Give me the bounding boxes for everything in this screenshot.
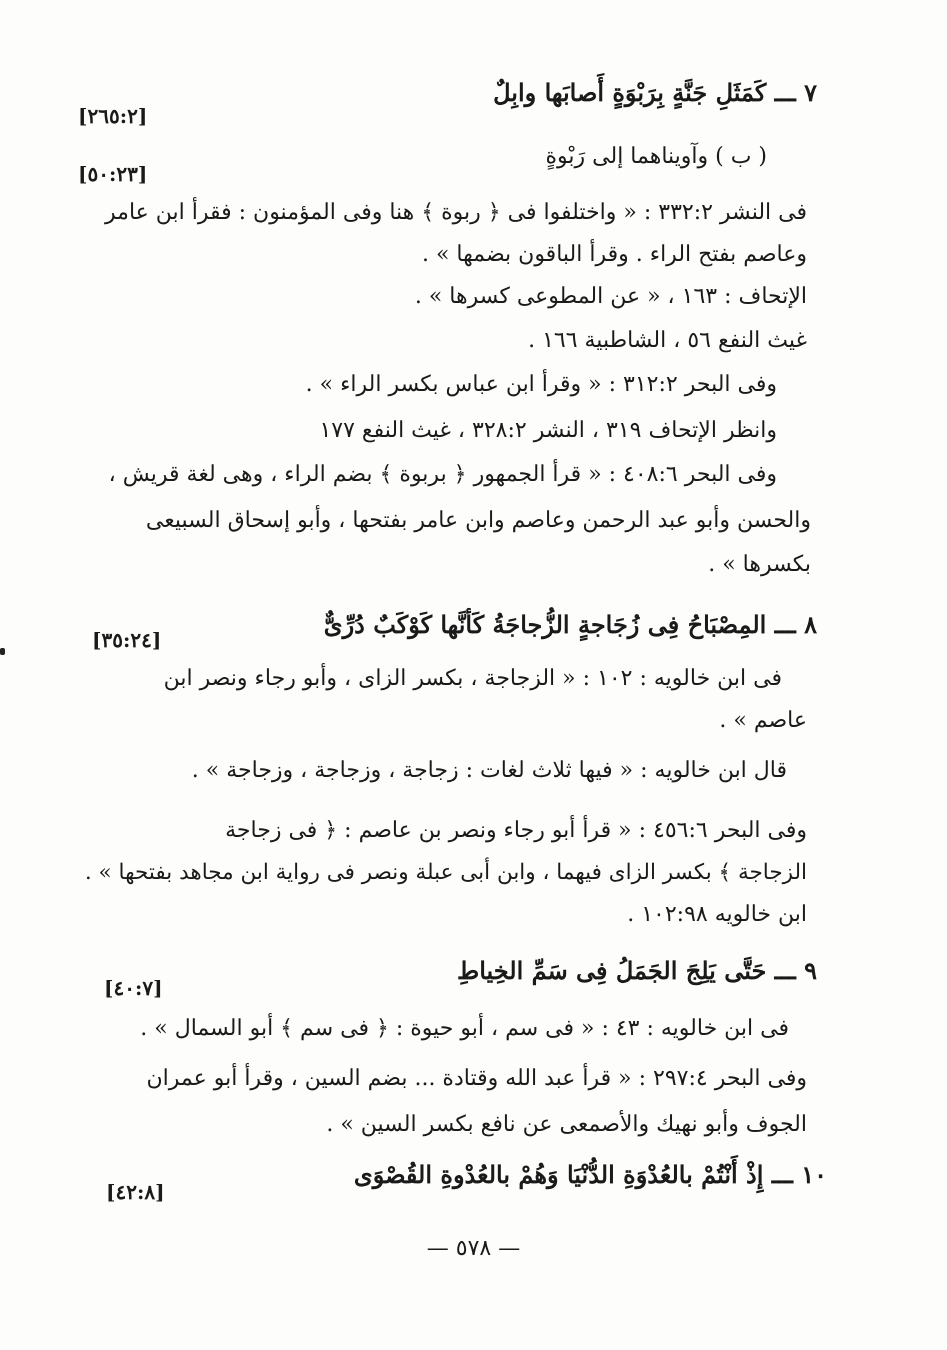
verse-7: ٧ ـــ كَمَثَلِ جَنَّةٍ بِرَبْوَةٍ أَصابَها وابِلٌ [493, 78, 817, 107]
page-number: — ٥٧٨ — [426, 1236, 521, 1261]
commentary-line: وانظر الإتحاف ٣١٩ ، النشر ٣٢٨:٢ ، غيث النفع ١٧٧ [319, 418, 777, 443]
commentary-line: وفى البحر ٤٥٦:٦ : « قرأ أبو رجاء ونصر بن عاصم : ﴿ فى زجاجة [225, 818, 807, 843]
commentary-line: فى ابن خالويه : ١٠٢ : « الزجاجة ، بكسر الزاى ، وأبو رجاء ونصر ابن [163, 666, 782, 691]
commentary-line: الزجاجة ﴾ بكسر الزاى فيهما ، وابن أبى عبلة ونصر فى رواية ابن مجاهد بفتحها » . [84, 860, 807, 885]
verse-7-variant-reference: [٥٠:٢٣] [78, 162, 148, 186]
commentary-line: والحسن وأبو عبد الرحمن وعاصم وابن عامر بفتحها ، وأبو إسحاق السبيعى [145, 508, 811, 533]
margin-mark [0, 648, 5, 655]
verse-9-reference: [٤٠:٧] [104, 976, 163, 1000]
verse-7-variant: ( ب ) وآويناهما إلى رَبْوةٍ [545, 144, 767, 169]
commentary-line: فى ابن خالويه : ٤٣ : « فى سم ، أبو حيوة : ﴿ فى سم ﴾ أبو السمال » . [140, 1016, 789, 1041]
commentary-line: وفى البحر ٤٠٨:٦ : « قرأ الجمهور ﴿ بربوة ﴾ بضم الراء ، وهى لغة قريش ، [108, 462, 777, 487]
commentary-line: بكسرها » . [708, 552, 811, 577]
verse-9: ٩ ـــ حَتَّى يَلِجَ الجَمَلُ فِى سَمِّ الخِياطِ [457, 956, 817, 985]
commentary-line: ابن خالويه ١٠٢:٩٨ . [627, 902, 807, 927]
verse-8-reference: [٣٥:٢٤] [92, 628, 162, 652]
commentary-line: الإتحاف : ١٦٣ ، « عن المطوعى كسرها » . [414, 284, 807, 309]
verse-8: ٨ ـــ المِصْبَاحُ فِى زُجَاجةٍ الزُّجاجَةُ كَأنَّها كَوْكَبٌ دُرِّىٌّ [323, 610, 817, 639]
verse-10-reference: [٤٢:٨] [106, 1180, 165, 1204]
commentary-line: غيث النفع ٥٦ ، الشاطبية ١٦٦ . [528, 328, 807, 353]
commentary-line: قال ابن خالويه : « فيها ثلاث لغات : زجاجة ، وزجاجة ، وزجاجة » . [191, 758, 787, 783]
commentary-line: وفى البحر ٢٩٧:٤ : « قرأ عبد الله وقتادة ... بضم السين ، وقرأ أبو عمران [146, 1066, 807, 1091]
commentary-line: وعاصم بفتح الراء . وقرأ الباقون بضمها » . [421, 242, 807, 267]
commentary-line: عاصم » . [719, 708, 807, 733]
verse-10: ١٠ ـــ إِذْ أَنْتُمْ بالعُدْوَةِ الدُّنْيَا وَهُمْ بالعُدْوةِ القُصْوَى [353, 1160, 827, 1189]
commentary-line: وفى البحر ٣١٢:٢ : « وقرأ ابن عباس بكسر الراء » . [305, 372, 777, 397]
commentary-line: الجوف وأبو نهيك والأصمعى عن نافع بكسر السين » . [326, 1112, 807, 1137]
commentary-line: فى النشر ٣٣٢:٢ : « واختلفوا فى ﴿ ربوة ﴾ هنا وفى المؤمنون : فقرأ ابن عامر [105, 200, 807, 225]
verse-7-reference: [٢٦٥:٢] [78, 104, 148, 128]
